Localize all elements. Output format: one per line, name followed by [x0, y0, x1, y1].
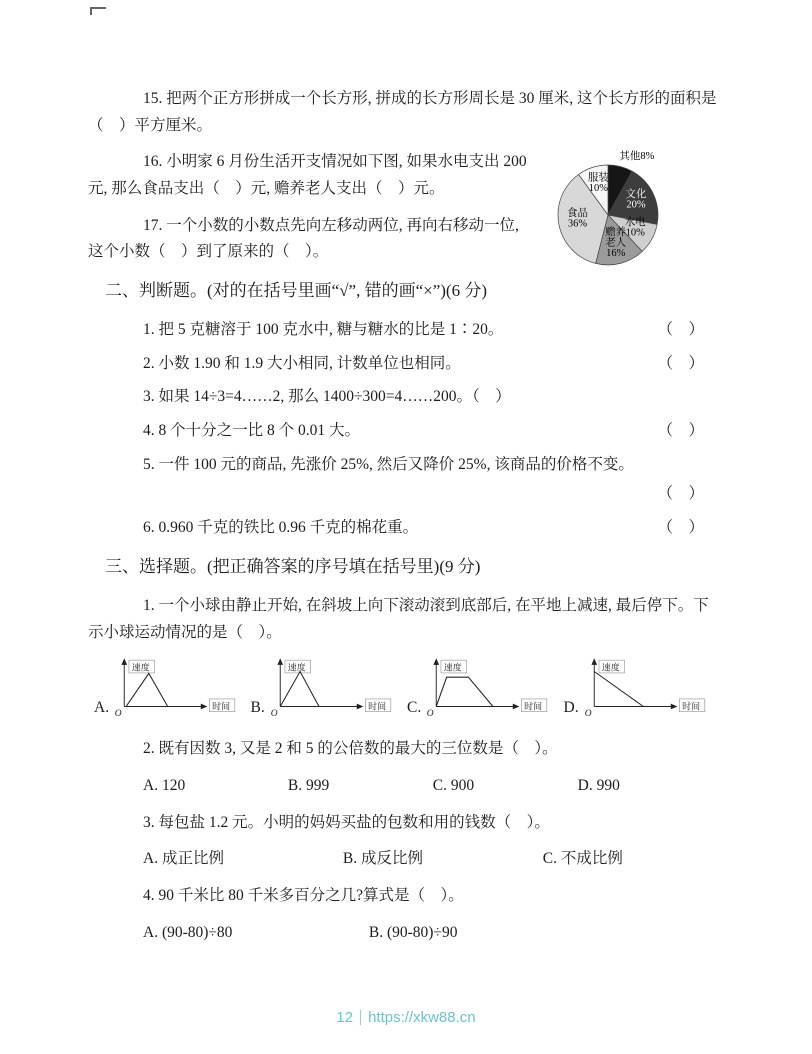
speed-time-graph-c — [423, 656, 561, 722]
svg-text:O: O — [270, 709, 278, 720]
page-corner-mark — [90, 7, 106, 15]
speed-time-graph-d — [581, 656, 719, 722]
expense-pie-chart — [540, 149, 688, 281]
choice-section-heading: 三、选择题。(把正确答案的序号填在括号里)(9 分) — [105, 556, 481, 576]
option-b: B. 成反比例 — [342, 850, 423, 868]
page-footer — [0, 1009, 812, 1026]
svg-text:时间: 时间 — [212, 701, 231, 712]
judge-item-2 — [88, 351, 720, 378]
svg-text:其他8%: 其他8% — [619, 151, 655, 163]
judge-section-heading: 二、判断题。(对的在括号里画“√”, 错的画“×”)(6 分) — [105, 280, 487, 300]
speed-time-graph-a — [111, 656, 249, 722]
svg-text:水电10%: 水电 10% — [624, 217, 646, 239]
choice-question-4: 4. 90 千米比 80 千米多百分之几?算式是（ ）。 — [143, 886, 464, 904]
svg-text:速度: 速度 — [131, 662, 150, 673]
speed-time-graph-b — [267, 656, 405, 722]
svg-text:赡养老人16%: 赡养老人 16% — [605, 227, 627, 260]
svg-text:文化20%: 文化 20% — [625, 189, 647, 211]
choice-3-options — [88, 846, 720, 873]
question-16: 16. 小明家 6 月份生活开支情况如下图, 如果水电支出 200 元, 那么食品支出（ ）元, 赡养老人支出（ ）元。 — [88, 153, 527, 197]
option-label: B. — [250, 698, 265, 716]
judge-item-1 — [88, 317, 720, 344]
judge-item-text: 6. 0.960 千克的铁比 0.96 千克的棉花重。 — [143, 519, 419, 537]
judge-item-4 — [88, 418, 720, 445]
motion-graph-option-c — [407, 656, 564, 722]
judge-item-3 — [88, 384, 720, 411]
motion-graph-option-b — [251, 656, 408, 722]
option-a: A. 120 — [143, 776, 186, 794]
option-a: A. (90-80)÷80 — [143, 923, 233, 941]
option-label: D. — [563, 698, 579, 716]
svg-text:时间: 时间 — [681, 701, 700, 712]
page-number: 12 — [336, 1009, 354, 1026]
judge-item-6 — [88, 515, 720, 542]
judge-item-text: 2. 小数 1.90 和 1.9 大小相同, 计数单位也相同。 — [143, 354, 461, 372]
option-b: B. (90-80)÷90 — [368, 923, 458, 941]
option-label: C. — [407, 698, 422, 716]
option-a: A. 成正比例 — [143, 850, 224, 868]
pie-chart-svg — [540, 149, 688, 281]
svg-text:服装10%: 服装 10% — [587, 172, 609, 195]
test-paper-content — [88, 86, 720, 956]
choice-4-options — [88, 920, 720, 947]
choice-2-options — [88, 773, 720, 800]
choice-question-2: 2. 既有因数 3, 又是 2 和 5 的公倍数的最大的三位数是（ ）。 — [143, 740, 558, 758]
motion-graph-option-d — [564, 656, 721, 722]
svg-text:O: O — [114, 709, 122, 720]
judge-item-5 — [88, 452, 720, 479]
answer-bracket: （ ） — [657, 485, 704, 503]
answer-bracket: （ ） — [657, 519, 704, 537]
svg-text:速度: 速度 — [444, 662, 462, 673]
watermark-url: https://xkw88.cn — [368, 1009, 476, 1026]
svg-text:O: O — [426, 709, 434, 720]
option-label: A. — [94, 698, 110, 716]
svg-text:食品36%: 食品 36% — [567, 208, 588, 230]
answer-bracket: （ ） — [657, 422, 704, 440]
svg-text:O: O — [584, 709, 592, 720]
judge-item-text: 5. 一件 100 元的商品, 先涨价 25%, 然后又降价 25%, 该商品的价格不变。 — [143, 455, 634, 473]
svg-text:速度: 速度 — [287, 662, 306, 673]
question-15: 15. 把两个正方形拼成一个长方形, 拼成的长方形周长是 30 厘米, 这个长方形的面积是（ ）平方厘米。 — [88, 90, 717, 134]
choice-question-3: 3. 每包盐 1.2 元。小明的妈妈买盐的包数和用的钱数（ ）。 — [143, 813, 550, 831]
answer-bracket: （ ） — [657, 321, 704, 339]
question-17: 17. 一个小数的小数点先向左移动两位, 再向右移动一位, 这个小数（ ）到了原来的（ ）。 — [88, 216, 519, 261]
svg-text:速度: 速度 — [601, 662, 620, 673]
judge-item-text: 1. 把 5 克糖溶于 100 克水中, 糖与糖水的比是 1∶20。 — [143, 321, 504, 339]
answer-bracket: （ ） — [657, 354, 704, 372]
judge-item-text: 4. 8 个十分之一比 8 个 0.01 大。 — [143, 422, 361, 440]
motion-graph-option-a — [94, 656, 251, 722]
svg-text:时间: 时间 — [367, 701, 386, 712]
motion-graph-options — [94, 656, 720, 722]
svg-text:时间: 时间 — [524, 701, 543, 712]
choice-question-1: 1. 一个小球由静止开始, 在斜坡上向下滚动滚到底部后, 在平地上减速, 最后停下。下示小球运动情况的是（ ）。 — [88, 597, 709, 641]
option-d: D. 990 — [577, 776, 620, 794]
option-c: C. 900 — [432, 776, 475, 794]
footer-divider — [360, 1010, 361, 1025]
option-b: B. 999 — [287, 776, 330, 794]
option-c: C. 不成比例 — [542, 850, 623, 868]
judge-item-text: 3. 如果 14÷3=4……2, 那么 1400÷300=4……200。（ ） — [143, 388, 511, 406]
